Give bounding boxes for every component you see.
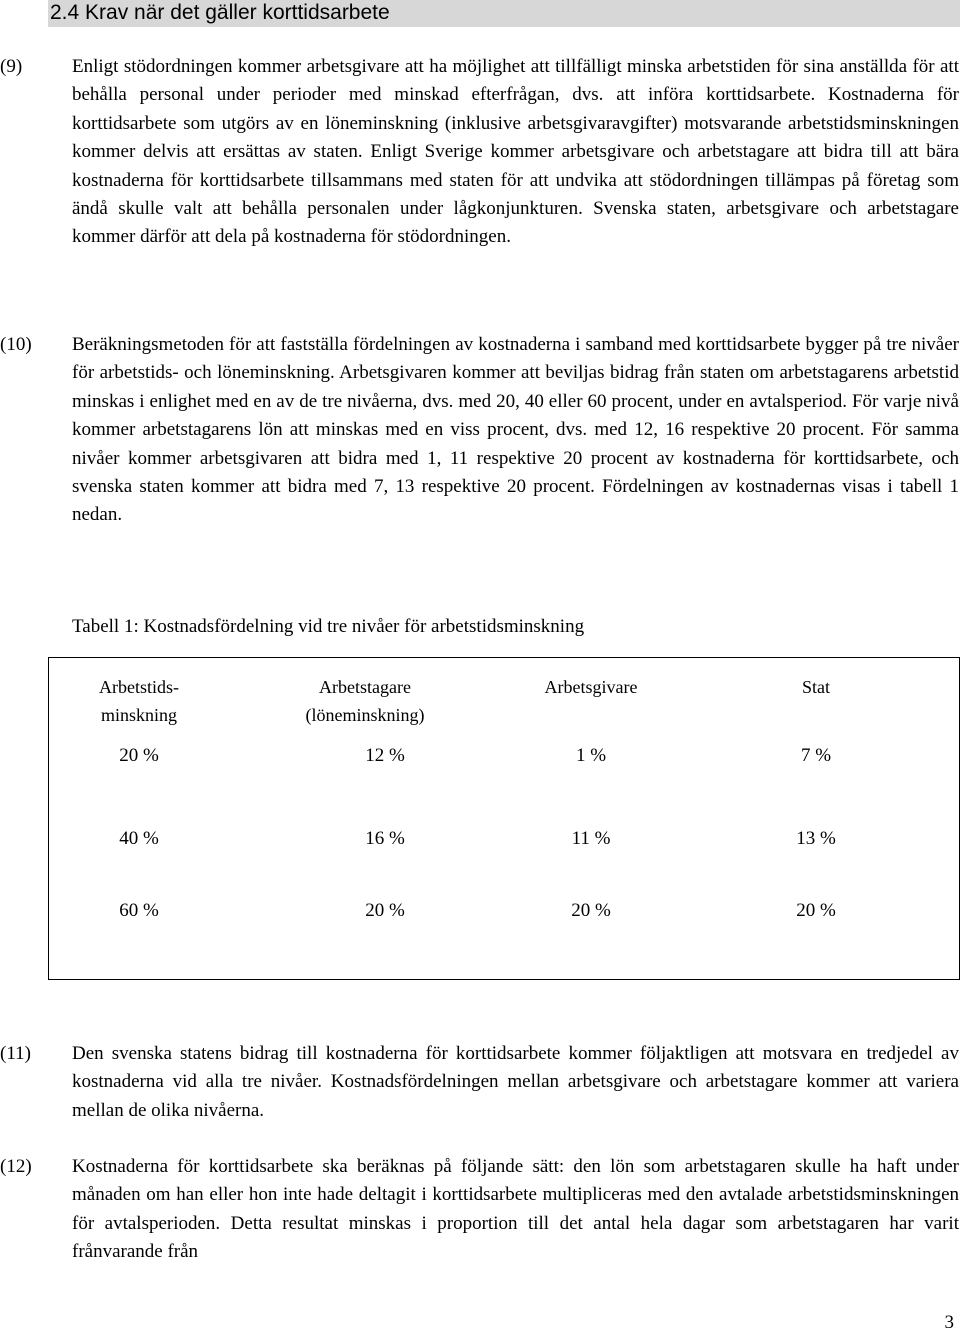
table-cell: 60 % [119, 900, 159, 921]
table-header-cell: Arbetsgivare [544, 677, 638, 697]
table-caption: Tabell 1: Kostnadsfördelning vid tre nivåer för arbetstidsminskning [72, 616, 585, 637]
table-cell: 20 % [796, 900, 836, 921]
table-header-cell: minskning [100, 705, 178, 725]
table-cell: 16 % [365, 828, 405, 849]
page-number: 3 [944, 1312, 954, 1333]
table-header-cell: Stat [801, 677, 831, 697]
table-cell: 20 % [365, 900, 405, 921]
cost-distribution-table [48, 657, 960, 980]
section-heading: 2.4 Krav när det gäller korttidsarbete [50, 1, 390, 24]
table-cell: 1 % [575, 745, 607, 766]
table-cell: 13 % [796, 828, 836, 849]
paragraph-text: Enligt stödordningen kommer arbetsgivare att ha möjlighet att tillfälligt minska arbetstiden för sina anställda för att behålla personal under perioder med minskad efterfrågan, dvs. att införa korttidsarbete. Kostnaderna för korttidsarbete som utgörs av en löneminskning (inklusive arbetsgivaravgifter) motsvarande arbetstidsminskningen kommer delvis att ersättas av staten. Enligt Sverige kommer arbetsgivare och arbetstagare att bidra till att bära kostnaderna för korttidsarbete tillsammans med staten för att undvika att stödordningen tillämpas på företag som ändå skulle valt att behålla personalen under lågkonjunkturen. Svenska staten, arbetsgivare och arbetstagare kommer därför att dela på kostnaderna för stödordningen. [72, 56, 959, 248]
table-cell: 12 % [365, 745, 405, 766]
paragraph-number: (10) [0, 334, 32, 355]
paragraph-text: Kostnaderna för korttidsarbete ska beräknas på följande sätt: den lön som arbetstagaren skulle ha haft under månaden om han eller hon inte hade deltagit i korttidsarbete multipliceras med den avtalade arbetstidsminskningen för avtalsperioden. Detta resultat minskas i proportion till det antal hela dagar som arbetstagaren har varit frånvarande från [72, 1156, 959, 1263]
paragraph-text: Beräkningsmetoden för att fastställa fördelningen av kostnaderna i samband med korttidsarbete bygger på tre nivåer för arbetstids- och löneminskning. Arbetsgivaren kommer att beviljas bidrag från staten om arbetstagarens arbetstid minskas i enlighet med en av de tre nivåerna, dvs. med 20, 40 eller 60 procent, under en avtalsperiod. För varje nivå kommer arbetstagarens lön att minskas med en viss procent, dvs. med 12, 16 respektive 20 procent. För samma nivåer kommer arbetsgivaren att bidra med 1, 11 respektive 20 procent av kostnaderna för korttidsarbete, och svenska staten kommer att bidra med 7, 13 respektive 20 procent. Fördelningen av kostnadernas visas i tabell 1 nedan. [72, 334, 959, 526]
table-cell: 20 % [119, 745, 159, 766]
paragraph-number: (12) [0, 1156, 32, 1177]
table-header-cell: (löneminskning) [305, 705, 425, 725]
paragraph-number: (9) [0, 56, 23, 77]
paragraph-number: (11) [0, 1043, 31, 1064]
table-cell: 40 % [119, 828, 159, 849]
section-heading-band [48, 0, 960, 27]
table-header-cell: Arbetstids- [99, 677, 179, 697]
table-cell: 20 % [571, 900, 611, 921]
table-cell: 11 % [571, 828, 611, 849]
table-header-cell: Arbetstagare [319, 677, 411, 697]
paragraph-text: Den svenska statens bidrag till kostnaderna för korttidsarbete kommer följaktligen att motsvara en tredjedel av kostnaderna vid alla tre nivåer. Kostnadsfördelningen mellan arbetsgivare och arbetstagare kommer att variera mellan de olika nivåerna. [72, 1043, 959, 1121]
table-cell: 7 % [800, 745, 832, 766]
